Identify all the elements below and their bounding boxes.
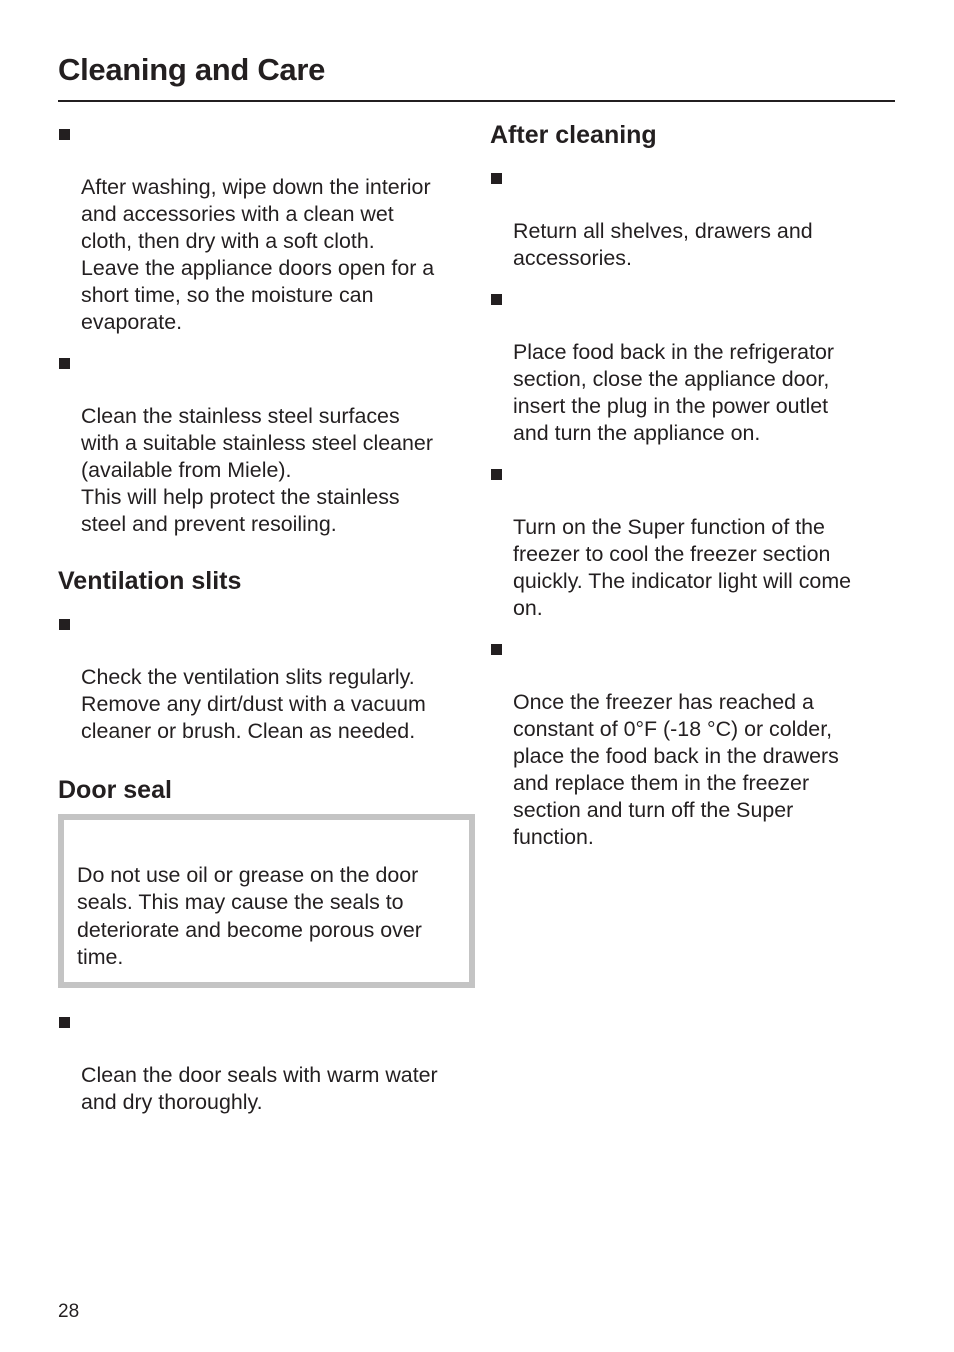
bullet-item	[58, 610, 468, 745]
bullet-square-icon	[491, 469, 502, 480]
bullet-item	[490, 285, 890, 447]
bullet-text: Return all shelves, drawers and accessories.	[513, 219, 813, 270]
section-heading-after-cleaning: After cleaning	[490, 121, 657, 149]
bullet-square-icon	[59, 1017, 70, 1028]
page-title: Cleaning and Care	[58, 52, 326, 87]
bullet-text: Clean the door seals with warm water and dry thoroughly.	[81, 1062, 438, 1114]
bullet-square-icon	[59, 619, 70, 630]
bullet-item	[490, 460, 890, 622]
warning-text: Do not use oil or grease on the door seals. This may cause the seals to deteriorate and become porous over time.	[77, 862, 422, 969]
bullet-square-icon	[491, 644, 502, 655]
title-divider	[58, 100, 895, 102]
bullet-item	[58, 1008, 468, 1116]
right-column	[490, 120, 890, 864]
bullet-text: After washing, wipe down the interior and accessories with a clean wet cloth, then dry with a soft cloth. Leave the appliance doors open for a short time, so the moisture can evaporate.	[81, 175, 435, 334]
section-heading-ventilation: Ventilation slits	[58, 567, 242, 595]
warning-box	[58, 814, 475, 988]
bullet-text: Check the ventilation slits regularly. Remove any dirt/dust with a vacuum cleaner or brush. Clean as needed.	[81, 665, 426, 743]
section-heading-door-seal: Door seal	[58, 776, 172, 804]
bullet-square-icon	[491, 294, 502, 305]
bullet-text: Once the freezer has reached a constant of 0°F (-18 °C) or colder, place the food back in the drawers and replace them in the freezer section and turn off the Super function.	[513, 690, 839, 849]
bullet-item	[58, 349, 468, 538]
left-column	[58, 120, 468, 1129]
bullet-text: Turn on the Super function of the freezer to cool the freezer section quickly. The indicator light will come on.	[513, 515, 852, 620]
bullet-square-icon	[59, 129, 70, 140]
bullet-text: Place food back in the refrigerator section, close the appliance door, insert the plug in the power outlet and turn the appliance on.	[513, 340, 835, 445]
page-number: 28	[58, 1301, 80, 1322]
bullet-item	[490, 164, 890, 272]
bullet-text: Clean the stainless steel surfaces with a suitable stainless steel cleaner (available from Miele). This will help protect the stainless steel and prevent resoiling.	[81, 404, 433, 536]
bullet-item	[58, 120, 468, 336]
bullet-item	[490, 635, 890, 851]
bullet-square-icon	[59, 358, 70, 369]
bullet-square-icon	[491, 173, 502, 184]
